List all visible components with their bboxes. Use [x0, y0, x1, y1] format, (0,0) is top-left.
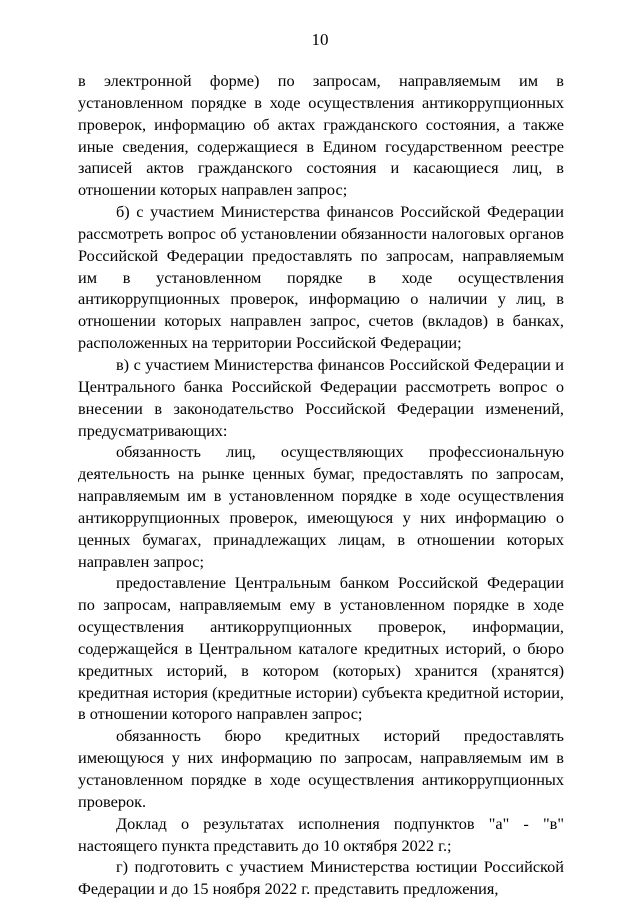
- paragraph-report-deadline: Доклад о результатах исполнения подпунктов "а" - "в" настоящего пункта представить до 10 октября 2022 г.;: [78, 813, 564, 855]
- paragraph-subitem-v: в) с участием Министерства финансов Российской Федерации и Центрального банка Российской Федерации рассмотреть вопрос о внесении в законодательство Российской Федерации изменений, предусматривающих:: [78, 354, 564, 440]
- paragraph-subitem-g: г) подготовить с участием Министерства юстиции Российской Федерации и до 15 ноября 2022 г. представить предложения,: [78, 857, 564, 899]
- document-body: [78, 70, 564, 900]
- paragraph-credit-bureau-duty: обязанность бюро кредитных историй предоставлять имеющуюся у них информацию по запросам, направляемым им в установленном порядке в ходе осуществления антикоррупционных проверок.: [78, 726, 564, 811]
- paragraph-subitem-b: б) с участием Министерства финансов Российской Федерации рассмотреть вопрос об установлении обязанности налоговых органов Российской Федерации предоставлять по запросам, направляемым им в установленном порядке в ходе осуществления антикоррупционных проверок, информацию о наличии у лиц, в отношении которых направлен запрос, счетов (вкладов) в банках, расположенных на территории Российской Федерации;: [78, 202, 564, 353]
- paragraph-continuation-a: в электронной форме) по запросам, направляемым им в установленном порядке в ходе осуществления антикоррупционных проверок, информацию об актах гражданского состояния, а также иные сведения, содержащиеся в Едином государственном реестре записей актов гражданского состояния и касающиеся лиц, в отношении которых направлен запрос;: [78, 71, 564, 200]
- page-number: 10: [311, 30, 329, 49]
- paragraph-securities-duty: обязанность лиц, осуществляющих профессиональную деятельность на рынке ценных бумаг, предоставлять по запросам, направляемым им в установленном порядке в ходе осуществления антикоррупционных проверок, имеющуюся у них информацию о ценных бумагах, принадлежащих лицам, в отношении которых направлен запрос;: [78, 442, 564, 571]
- paragraph-central-bank-info: предоставление Центральным банком Российской Федерации по запросам, направляемым ему в установленном порядке в ходе осуществления антикоррупционных проверок, информации, содержащейся в Центральном каталоге кредитных историй, о бюро кредитных историй, в котором (которых) хранится (хранятся) кредитная история (кредитные истории) субъекта кредитной истории, в отношении которого направлен запрос;: [78, 573, 564, 724]
